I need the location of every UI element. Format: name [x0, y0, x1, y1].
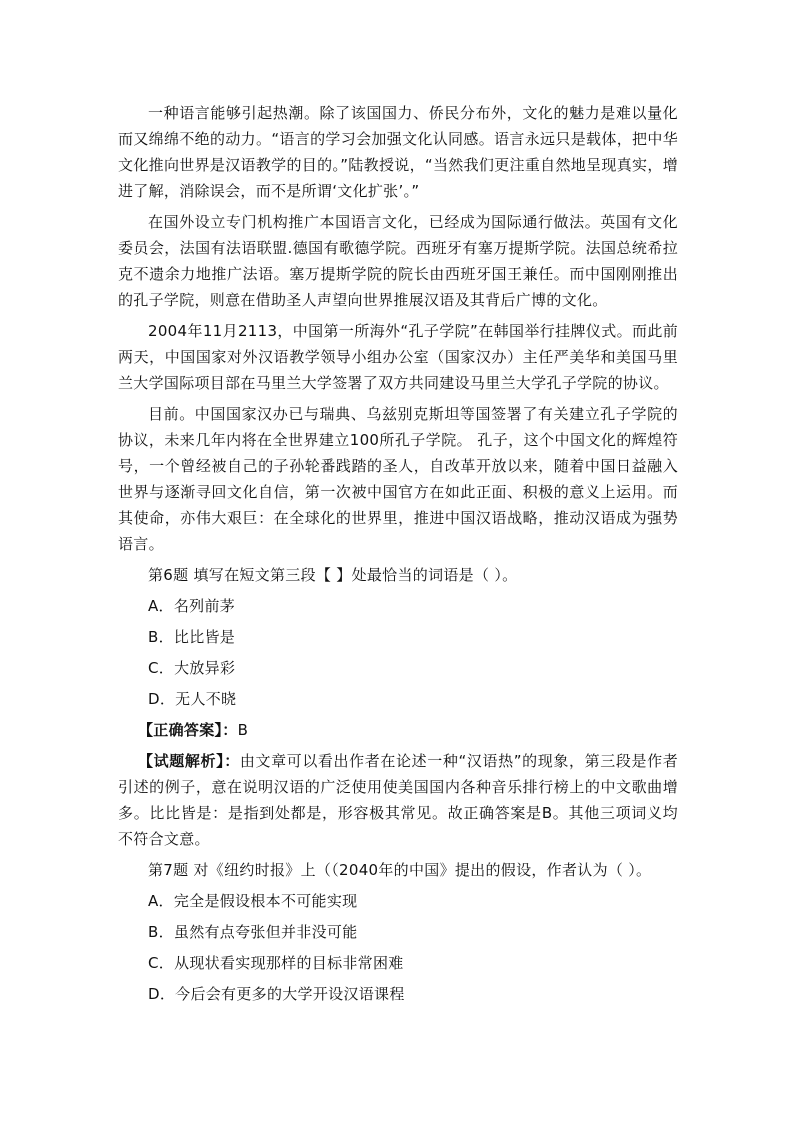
question-6-stem: 第6题 填写在短文第三段【 】处最恰当的词语是（ ）。: [148, 566, 518, 584]
question-6-analysis: [118, 748, 678, 852]
question-7-option-a: A．完全是假设根本不可能实现: [148, 892, 358, 910]
answer-value: B: [237, 721, 249, 739]
analysis-label: 【试题解析】：: [138, 752, 240, 770]
article-paragraph-2: 在国外设立专门机构推广本国语言文化，已经成为国际通行做法。英国有文化委员会，法国有法语联盟.德国有歌德学院。西班牙有塞万提斯学院。法国总统希拉克不遗余力地推广法语。塞万提斯学院的院长由西班牙国王兼任。而中国刚刚推出的孔子学院，则意在借助圣人声望向世界推展汉语及其背后广博的文化。: [118, 213, 678, 309]
question-7-option-d: D．今后会有更多的大学开设汉语课程: [148, 985, 405, 1003]
article-paragraph-4: 目前。中国国家汉办已与瑞典、乌兹别克斯坦等国签署了有关建立孔子学院的协议，未来几年内将在全世界建立100所孔子学院。 孔子，这个中国文化的辉煌符号，一个曾经被自己的子孙轮番践踏的圣人，自改革开放以来，随着中国日益融入世界与逐渐寻回文化自信，第一次被中国官方在如此正面、积极的意义上运用。而其使命，亦伟大艰巨：在全球化的世界里，推进中国汉语战略，推动汉语成为强势语言。: [118, 405, 678, 553]
question-7-option-c: C．从现状看实现那样的目标非常困难: [148, 954, 404, 972]
analysis-text: 由文章可以看出作者在论述一种“汉语热”的现象，第三段是作者引述的例子，意在说明汉语的广泛使用使美国国内各种音乐排行榜上的中文歌曲增多。比比皆是：是指到处都是，形容极其常见。故正确答案是B。其他三项词义均不符合文意。: [118, 752, 679, 848]
question-6-option-a: A．名列前茅: [148, 597, 236, 615]
article-paragraph-3: 2004年11月2113，中国第一所海外“孔子学院”在韩国举行挂牌仪式。而此前两天，中国国家对外汉语教学领导小组办公室（国家汉办）主任严美华和美国马里兰大学国际项目部在马里兰大学签署了双方共同建设马里兰大学孔子学院的协议。: [118, 322, 678, 392]
question-7-option-b: B．虽然有点夸张但并非没可能: [148, 923, 358, 941]
question-6-option-b: B．比比皆是: [148, 628, 236, 646]
article-paragraph-1: 一种语言能够引起热潮。除了该国国力、侨民分布外，文化的魅力是难以量化而又绵绵不绝的动力。“语言的学习会加强文化认同感。语言永远只是载体，把中华文化推向世界是汉语教学的目的。”陆教授说，“当然我们更注重自然地呈现真实，增进了解，消除误会，而不是所谓‘文化扩张’。”: [118, 104, 678, 200]
question-6-answer: [118, 717, 678, 743]
question-7-stem: 第7题 对《纽约时报》上（（2040年的中国》提出的假设，作者认为（ ）。: [148, 861, 652, 879]
question-6-option-d: D．无人不晓: [148, 690, 237, 708]
document-content: [118, 100, 678, 1012]
answer-label: 【正确答案】：: [138, 721, 238, 739]
question-6-option-c: C．大放异彩: [148, 659, 236, 677]
